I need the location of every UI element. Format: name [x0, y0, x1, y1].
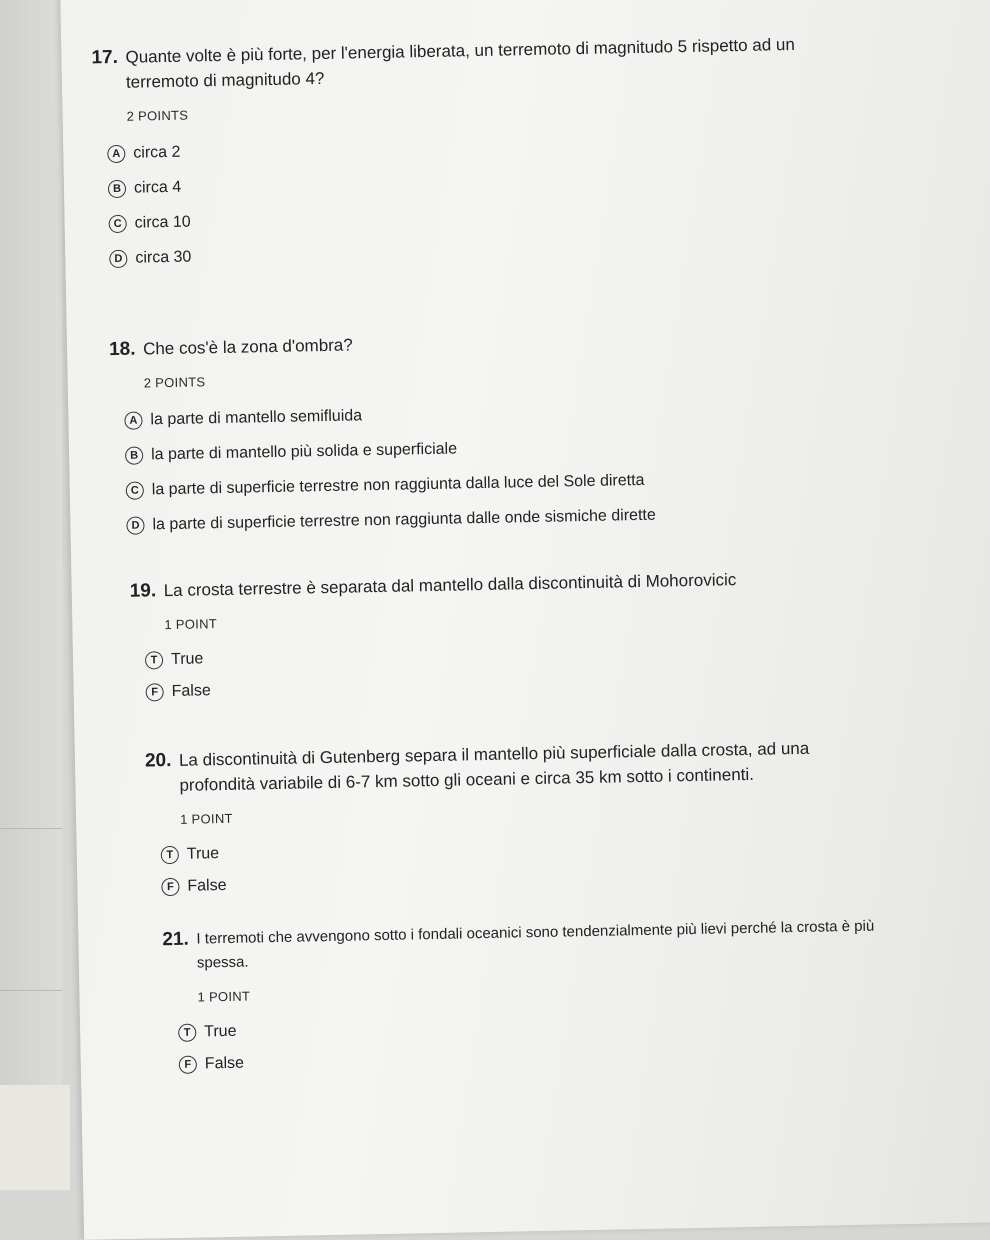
- option-label: False: [204, 1054, 245, 1073]
- question-number: 17.: [91, 46, 119, 69]
- question-header: [91, 31, 852, 96]
- options-list: [145, 630, 892, 708]
- option-letter-badge: B: [125, 446, 143, 464]
- option-label: False: [187, 876, 227, 895]
- question-header: [162, 914, 883, 976]
- option-label: True: [204, 1022, 237, 1041]
- question-number: 19.: [129, 580, 157, 602]
- option-letter-badge: C: [126, 481, 144, 499]
- points-label: 1 POINT: [164, 616, 218, 633]
- question-21: [162, 914, 885, 1081]
- option-letter-badge: A: [107, 144, 125, 162]
- points-label: 2 POINTS: [126, 107, 189, 124]
- option-label: circa 4: [133, 178, 182, 197]
- points-label: 1 POINT: [179, 810, 233, 827]
- question-text: Quante volte è più forte, per l'energia liberata, un terremoto di magnitudo 5 rispetto ad un terremoto di magnitudo 4?: [125, 34, 796, 92]
- option-letter-badge: D: [109, 249, 127, 267]
- option-label: la parte di mantello più solida e superficiale: [150, 439, 458, 463]
- option-label: False: [171, 682, 211, 700]
- option-letter-badge: A: [124, 411, 142, 429]
- question-header: [109, 323, 869, 363]
- option-label: la parte di superficie terrestre non raggiunta dalle onde sismiche dirette: [152, 506, 656, 533]
- option-label: True: [170, 650, 204, 668]
- option-label: circa 30: [135, 248, 192, 267]
- question-17: [91, 31, 855, 277]
- question-text: La crosta terrestre è separata dal mantello dalla discontinuità di Mohorovicic: [163, 570, 737, 601]
- option-letter-badge: D: [126, 516, 144, 534]
- quiz-sheet: [60, 0, 990, 1240]
- option-letter-badge: F: [161, 878, 179, 896]
- option-letter-badge: F: [146, 683, 164, 701]
- option-letter-badge: T: [161, 846, 179, 864]
- question-text: La discontinuità di Gutenberg separa il mantello più superficiale dalla crosta, ad una profondità variabile di 6-7 km sotto gli oceani e circa 35 km sotto i continenti.: [178, 738, 810, 795]
- option-label: True: [186, 845, 220, 863]
- question-header: [130, 564, 890, 604]
- points-label: 1 POINT: [197, 988, 251, 1005]
- question-number: 18.: [108, 338, 136, 361]
- underlying-paper-corner: [0, 1085, 70, 1190]
- options-list: [124, 389, 873, 543]
- question-19: [130, 564, 892, 709]
- points-label: 2 POINTS: [143, 374, 206, 391]
- question-header: [145, 736, 816, 799]
- desk-background: [0, 0, 62, 1190]
- options-list: [107, 122, 856, 276]
- question-text: I terremoti che avvengono sotto i fondali oceanici sono tendenzialmente più lievi perché la crosta è più spessa.: [196, 917, 875, 972]
- option-letter-badge: T: [178, 1024, 196, 1042]
- option-letter-badge: B: [108, 179, 126, 197]
- question-number: 21.: [162, 928, 190, 951]
- option-label: circa 10: [134, 213, 191, 232]
- option-label: la parte di superficie terrestre non raggiunta dalla luce del Sole diretta: [151, 471, 645, 498]
- question-20: [145, 736, 818, 904]
- option-letter-badge: C: [109, 214, 127, 232]
- options-list: [161, 827, 818, 904]
- options-list: [178, 1003, 885, 1081]
- option-label: la parte di mantello semifluida: [150, 406, 363, 428]
- question-number: 20.: [144, 750, 172, 772]
- question-18: [109, 323, 873, 544]
- question-text: Che cos'è la zona d'ombra?: [142, 335, 353, 359]
- option-label: circa 2: [133, 143, 181, 162]
- option-letter-badge: F: [179, 1056, 197, 1074]
- option-letter-badge: T: [145, 651, 163, 669]
